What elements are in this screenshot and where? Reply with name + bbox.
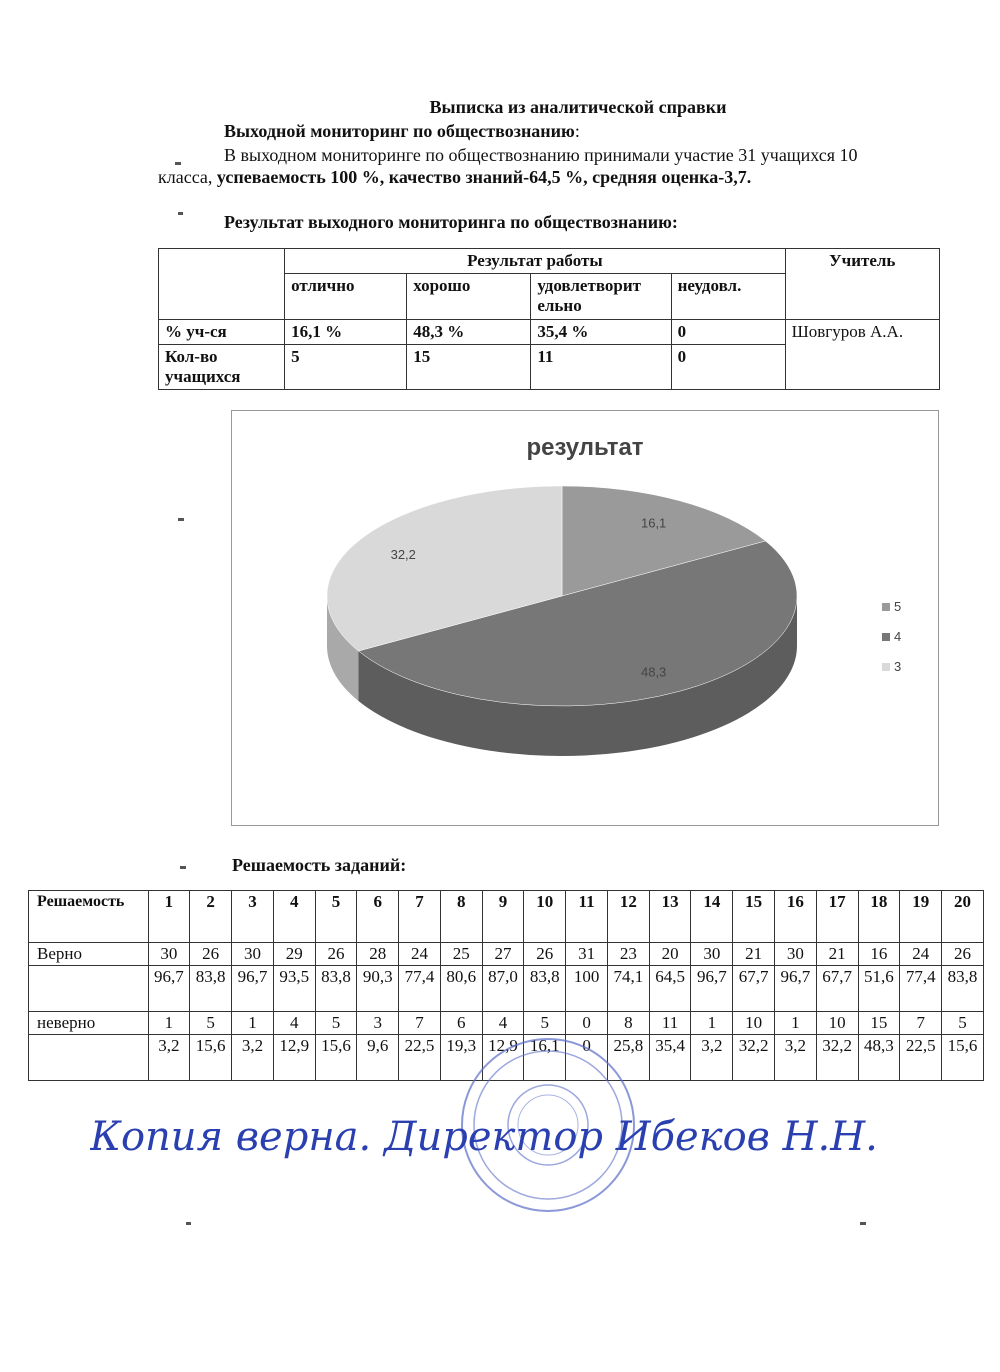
wrong-count-cell: 5 [315, 1012, 357, 1035]
correct-count-cell: 30 [232, 943, 274, 966]
result-header: Результат работы [285, 249, 785, 274]
teacher-name: Шовгуров А.А. [785, 320, 939, 390]
legend-swatch [882, 603, 890, 611]
wrong-count-cell: 11 [649, 1012, 691, 1035]
col-unsatisfactory: неудовл. [671, 274, 785, 320]
task-number-cell: 8 [440, 891, 482, 943]
count-good: 15 [407, 345, 531, 390]
wrong-percent-cell: 22,5 [900, 1035, 942, 1081]
wrong-percent-cell: 12,9 [273, 1035, 315, 1081]
scan-speck [178, 518, 184, 521]
count-unsatisfactory: 0 [671, 345, 785, 390]
correct-percent-cell: 77,4 [399, 966, 441, 1012]
legend-swatch [882, 633, 890, 641]
wrong-percent-cell: 3,2 [148, 1035, 190, 1081]
correct-percent-cell: 77,4 [900, 966, 942, 1012]
correct-count-cell: 21 [733, 943, 775, 966]
results-corner-cell [159, 249, 285, 320]
wrong-percent-cell: 16,1 [524, 1035, 566, 1081]
task-number-cell: 16 [775, 891, 817, 943]
wrong-count-cell: 1 [775, 1012, 817, 1035]
results-title: Результат выходного мониторинга по обществознанию: [224, 212, 678, 232]
tasks-corner: Решаемость [29, 891, 149, 943]
correct-percent-cell: 80,6 [440, 966, 482, 1012]
correct-percent-cell: 96,7 [691, 966, 733, 1012]
count-satisfactory: 11 [531, 345, 671, 390]
wrong-count-cell: 7 [399, 1012, 441, 1035]
task-number-cell: 12 [607, 891, 649, 943]
wrong-count-cell: 10 [733, 1012, 775, 1035]
task-number-cell: 4 [273, 891, 315, 943]
wrong-percent-cell: 48,3 [858, 1035, 900, 1081]
correct-percent-cell: 96,7 [775, 966, 817, 1012]
pie-slices [327, 486, 797, 756]
wrong-percent-cell: 15,6 [315, 1035, 357, 1081]
task-number-cell: 11 [566, 891, 608, 943]
wrong-count-cell: 15 [858, 1012, 900, 1035]
signature-text: Копия верна. Директор Ибеков Н.Н. [90, 1114, 878, 1160]
correct-percent-cell: 64,5 [649, 966, 691, 1012]
col-good: хорошо [407, 274, 531, 320]
count-excellent: 5 [285, 345, 407, 390]
doc-paragraph-line2: класса, успеваемость 100 %, качество знаний-64,5 %, средняя оценка-3,7. [158, 167, 752, 187]
scan-speck [180, 866, 186, 869]
task-number-cell: 7 [399, 891, 441, 943]
correct-percent-cell: 90,3 [357, 966, 399, 1012]
wrong-count-cell: 0 [566, 1012, 608, 1035]
task-number-cell: 3 [232, 891, 274, 943]
percent-good: 48,3 % [407, 320, 531, 345]
correct-count-cell: 30 [691, 943, 733, 966]
task-number-cell: 2 [190, 891, 232, 943]
col-excellent: отлично [285, 274, 407, 320]
task-number-cell: 1 [148, 891, 190, 943]
correct-count-cell: 31 [566, 943, 608, 966]
wrong-count-cell: 1 [148, 1012, 190, 1035]
correct-percent-cell: 96,7 [232, 966, 274, 1012]
percent-excellent: 16,1 % [285, 320, 407, 345]
correct-percent-cell: 93,5 [273, 966, 315, 1012]
legend-label: 3 [894, 659, 902, 674]
row-correct-pct-label [29, 966, 149, 1012]
scan-speck [175, 162, 181, 165]
wrong-count-cell: 1 [691, 1012, 733, 1035]
row-correct-label: Верно [29, 943, 149, 966]
correct-count-cell: 26 [942, 943, 984, 966]
scan-speck [178, 212, 183, 215]
scan-speck [860, 1222, 866, 1225]
wrong-count-cell: 5 [190, 1012, 232, 1035]
correct-percent-cell: 83,8 [942, 966, 984, 1012]
pie-chart [231, 410, 939, 826]
wrong-count-cell: 10 [816, 1012, 858, 1035]
wrong-count-cell: 5 [524, 1012, 566, 1035]
wrong-count-cell: 3 [357, 1012, 399, 1035]
correct-percent-cell: 96,7 [148, 966, 190, 1012]
task-number-cell: 6 [357, 891, 399, 943]
correct-count-cell: 25 [440, 943, 482, 966]
correct-count-cell: 24 [900, 943, 942, 966]
correct-percent-cell: 67,7 [733, 966, 775, 1012]
task-number-cell: 9 [482, 891, 524, 943]
row-percent-label: % уч-ся [159, 320, 285, 345]
wrong-count-cell: 1 [232, 1012, 274, 1035]
chart-title: результат [526, 434, 644, 461]
correct-percent-cell: 100 [566, 966, 608, 1012]
task-number-cell: 20 [942, 891, 984, 943]
wrong-percent-cell: 3,2 [775, 1035, 817, 1081]
wrong-percent-cell: 15,6 [942, 1035, 984, 1081]
correct-count-cell: 26 [190, 943, 232, 966]
wrong-percent-cell: 0 [566, 1035, 608, 1081]
correct-count-cell: 28 [357, 943, 399, 966]
wrong-count-cell: 6 [440, 1012, 482, 1035]
task-number-cell: 15 [733, 891, 775, 943]
task-number-cell: 19 [900, 891, 942, 943]
correct-percent-cell: 51,6 [858, 966, 900, 1012]
wrong-count-cell: 8 [607, 1012, 649, 1035]
wrong-percent-cell: 3,2 [691, 1035, 733, 1081]
correct-count-cell: 20 [649, 943, 691, 966]
correct-count-cell: 29 [273, 943, 315, 966]
scan-speck [186, 1222, 191, 1225]
correct-count-cell: 30 [775, 943, 817, 966]
correct-percent-cell: 67,7 [816, 966, 858, 1012]
wrong-percent-cell: 35,4 [649, 1035, 691, 1081]
legend-label: 4 [894, 629, 902, 644]
wrong-percent-cell: 3,2 [232, 1035, 274, 1081]
row-wrong-pct-label [29, 1035, 149, 1081]
results-table [158, 248, 940, 390]
pie-data-label: 32,2 [390, 547, 416, 563]
percent-unsatisfactory: 0 [671, 320, 785, 345]
row-count-label: Кол-во учащихся [159, 345, 285, 390]
pie-chart-svg [232, 411, 938, 825]
task-number-cell: 17 [816, 891, 858, 943]
chart-legend [882, 599, 901, 674]
wrong-percent-cell: 25,8 [607, 1035, 649, 1081]
pie-data-label: 16,1 [640, 515, 667, 531]
doc-paragraph-line1: В выходном мониторинге по обществознанию принимали участие 31 учащихся 10 [224, 145, 858, 165]
doc-subheading: Выходной мониторинг по обществознанию: [224, 121, 580, 141]
teacher-header: Учитель [785, 249, 939, 320]
correct-percent-cell: 83,8 [315, 966, 357, 1012]
correct-count-cell: 30 [148, 943, 190, 966]
wrong-count-cell: 5 [942, 1012, 984, 1035]
correct-count-cell: 21 [816, 943, 858, 966]
task-number-cell: 5 [315, 891, 357, 943]
tasks-title: Решаемость заданий: [232, 855, 407, 875]
correct-percent-cell: 87,0 [482, 966, 524, 1012]
correct-percent-cell: 74,1 [607, 966, 649, 1012]
correct-count-cell: 24 [399, 943, 441, 966]
task-number-cell: 14 [691, 891, 733, 943]
correct-count-cell: 23 [607, 943, 649, 966]
legend-label: 5 [894, 599, 902, 614]
correct-percent-cell: 83,8 [190, 966, 232, 1012]
wrong-count-cell: 7 [900, 1012, 942, 1035]
task-number-cell: 13 [649, 891, 691, 943]
correct-count-cell: 27 [482, 943, 524, 966]
doc-heading: Выписка из аналитической справки [429, 97, 727, 117]
wrong-percent-cell: 9,6 [357, 1035, 399, 1081]
wrong-percent-cell: 32,2 [733, 1035, 775, 1081]
wrong-percent-cell: 32,2 [816, 1035, 858, 1081]
wrong-percent-cell: 22,5 [399, 1035, 441, 1081]
correct-count-cell: 26 [524, 943, 566, 966]
row-wrong-label: неверно [29, 1012, 149, 1035]
col-satisfactory: удовлетворит ельно [531, 274, 671, 320]
correct-count-cell: 26 [315, 943, 357, 966]
legend-swatch [882, 663, 890, 671]
handwritten-signature [90, 1095, 970, 1175]
task-number-cell: 10 [524, 891, 566, 943]
pie-data-label: 48,3 [640, 664, 667, 680]
correct-count-cell: 16 [858, 943, 900, 966]
task-number-cell: 18 [858, 891, 900, 943]
wrong-percent-cell: 15,6 [190, 1035, 232, 1081]
wrong-percent-cell: 19,3 [440, 1035, 482, 1081]
wrong-percent-cell: 12,9 [482, 1035, 524, 1081]
percent-satisfactory: 35,4 % [531, 320, 671, 345]
wrong-count-cell: 4 [482, 1012, 524, 1035]
correct-percent-cell: 83,8 [524, 966, 566, 1012]
wrong-count-cell: 4 [273, 1012, 315, 1035]
